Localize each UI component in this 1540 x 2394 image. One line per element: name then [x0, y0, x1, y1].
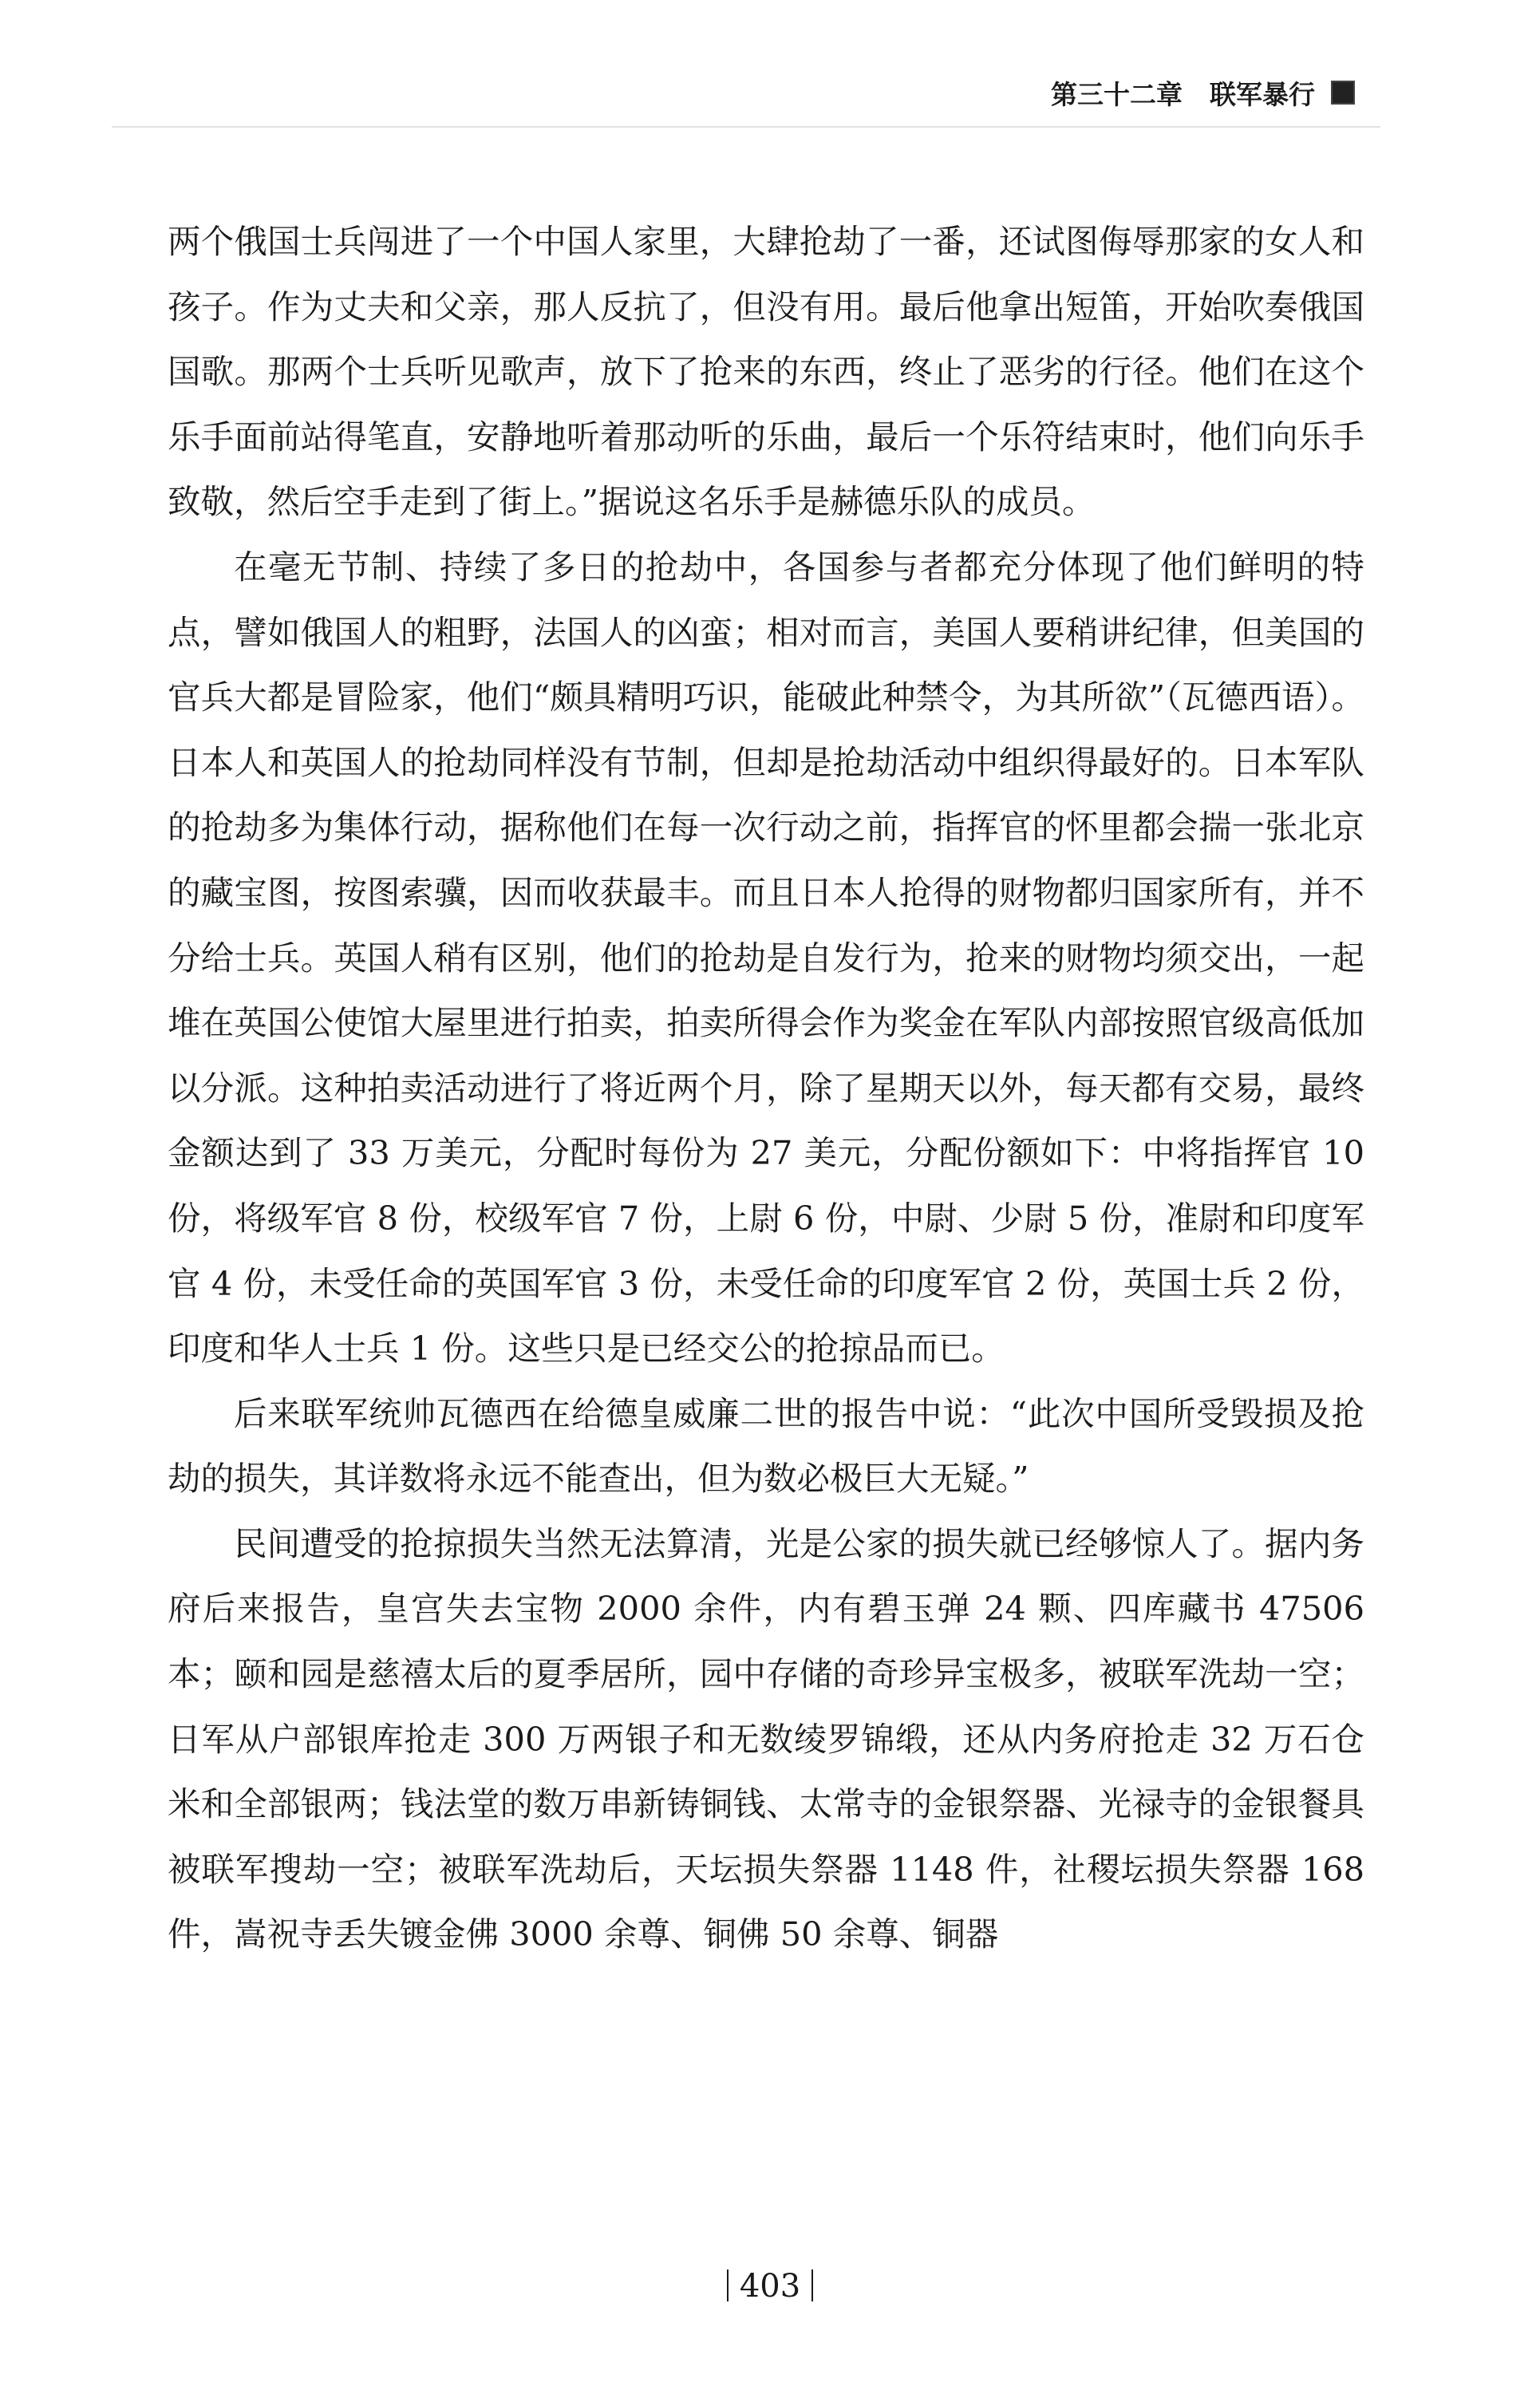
paragraph-1: 两个俄国士兵闯进了一个中国人家里，大肆抢劫了一番，还试图侮辱那家的女人和孩子。作为丈夫和父亲，那人反抗了，但没有用。最后他拿出短笛，开始吹奏俄国国歌。那两个士兵听见歌声，放下了抢来的东西，终止了恶劣的行径。他们在这个乐手面前站得笔直，安静地听着那动听的乐曲，最后一个乐符结束时，他们向乐手致敬，然后空手走到了街上。”据说这名乐手是赫德乐队的成员。 [168, 222, 1364, 522]
chapter-number: 第三十二章 [1051, 78, 1183, 110]
running-header [1051, 70, 1355, 115]
chapter-title: 联军暴行 [1210, 78, 1315, 110]
page-number-right-bar [811, 2270, 813, 2301]
body-text [168, 209, 1364, 1967]
paragraph-4: 民间遭受的抢掠损失当然无法算清，光是公家的损失就已经够惊人了。据内务府后来报告，皇宫失去宝物 2000 余件，内有碧玉弹 24 颗、四库藏书 47506 本；颐和园是慈禧太后的夏季居所，园中存储的奇珍异宝极多，被联军洗劫一空；日军从户部银库抢走 300 万两银子和无数绫罗锦缎，还从内务府抢走 32 万石仓米和全部银两；钱法堂的数万串新铸铜钱、太常寺的金银祭器、光禄寺的金银餐具被联军搜劫一空；被联军洗劫后，天坛损失祭器 1148 件，社稷坛损失祭器 168 件，嵩祝寺丢失镀金佛 3000 余尊、铜佛 50 余尊、铜器 [168, 1523, 1364, 1954]
square-icon [1331, 81, 1355, 105]
paragraph-3: 后来联军统帅瓦德西在给德皇威廉二世的报告中说：“此次中国所受毁损及抢劫的损失，其详数将永远不能查出，但为数必极巨大无疑。” [168, 1393, 1364, 1499]
page-number [0, 2268, 1540, 2305]
page-number-value: 403 [739, 2268, 801, 2305]
header-divider [112, 126, 1380, 128]
paragraph-2: 在毫无节制、持续了多日的抢劫中，各国参与者都充分体现了他们鲜明的特点，譬如俄国人的粗野，法国人的凶蛮；相对而言，美国人要稍讲纪律，但美国的官兵大都是冒险家，他们“颇具精明巧识，能破此种禁令，为其所欲”（瓦德西语）。日本人和英国人的抢劫同样没有节制，但却是抢劫活动中组织得最好的。日本军队的抢劫多为集体行动，据称他们在每一次行动之前，指挥官的怀里都会揣一张北京的藏宝图，按图索骥，因而收获最丰。而且日本人抢得的财物都归国家所有，并不分给士兵。英国人稍有区别，他们的抢劫是自发行为，抢来的财物均须交出，一起堆在英国公使馆大屋里进行拍卖，拍卖所得会作为奖金在军队内部按照官级高低加以分派。这种拍卖活动进行了将近两个月，除了星期天以外，每天都有交易，最终金额达到了 33 万美元，分配时每份为 27 美元，分配份额如下：中将指挥官 10 份，将级军官 8 份，校级军官 7 份，上尉 6 份，中尉、少尉 5 份，准尉和印度军官 4 份，未受任命的英国军官 3 份，未受任命的印度军官 2 份，英国士兵 2 份，印度和华人士兵 1 份。这些只是已经交公的抢掠品而已。 [168, 547, 1364, 1369]
page-number-left-bar [727, 2270, 729, 2301]
